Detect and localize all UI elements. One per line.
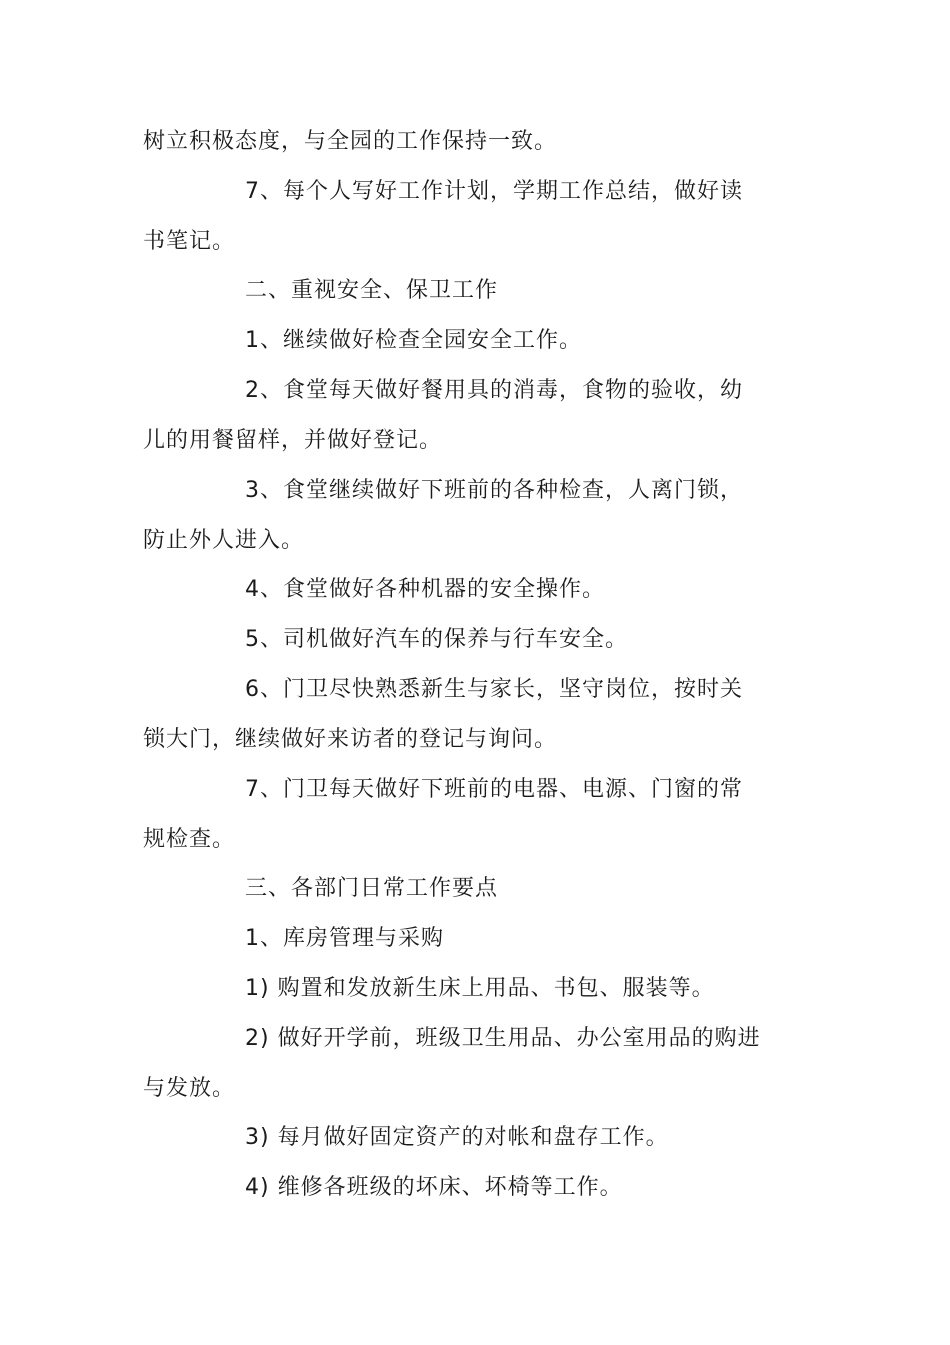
text-line: 儿的用餐留样，并做好登记。 [143,428,443,453]
text-line: 与发放。 [143,1076,236,1101]
text-line: 2、食堂每天做好餐用具的消毒，食物的验收，幼 [245,378,743,403]
text-line: 规检查。 [143,827,236,852]
text-line: 1、继续做好检查全园安全工作。 [245,328,582,353]
text-line: 7、每个人写好工作计划，学期工作总结，做好读 [245,179,743,204]
section-heading: 二、重视安全、保卫工作 [245,278,499,303]
text-line: 锁大门，继续做好来访者的登记与询问。 [143,727,558,752]
text-line: 树立积极态度，与全园的工作保持一致。 [143,129,558,154]
text-line: 5、司机做好汽车的保养与行车安全。 [245,627,628,652]
text-line: 1、库房管理与采购 [245,926,444,951]
text-line: 4、食堂做好各种机器的安全操作。 [245,577,605,602]
text-line: 4) 维修各班级的坏床、坏椅等工作。 [245,1175,623,1200]
text-line: 防止外人进入。 [143,528,305,553]
text-line: 3、食堂继续做好下班前的各种检查，人离门锁， [245,478,743,503]
text-line: 2) 做好开学前，班级卫生用品、办公室用品的购进 [245,1026,761,1051]
text-line: 3) 每月做好固定资产的对帐和盘存工作。 [245,1125,669,1150]
text-line: 7、门卫每天做好下班前的电器、电源、门窗的常 [245,777,743,802]
section-heading: 三、各部门日常工作要点 [245,876,499,901]
text-line: 6、门卫尽快熟悉新生与家长，坚守岗位，按时关 [245,677,743,702]
text-line: 书笔记。 [143,229,236,254]
text-line: 1) 购置和发放新生床上用品、书包、服装等。 [245,976,715,1001]
